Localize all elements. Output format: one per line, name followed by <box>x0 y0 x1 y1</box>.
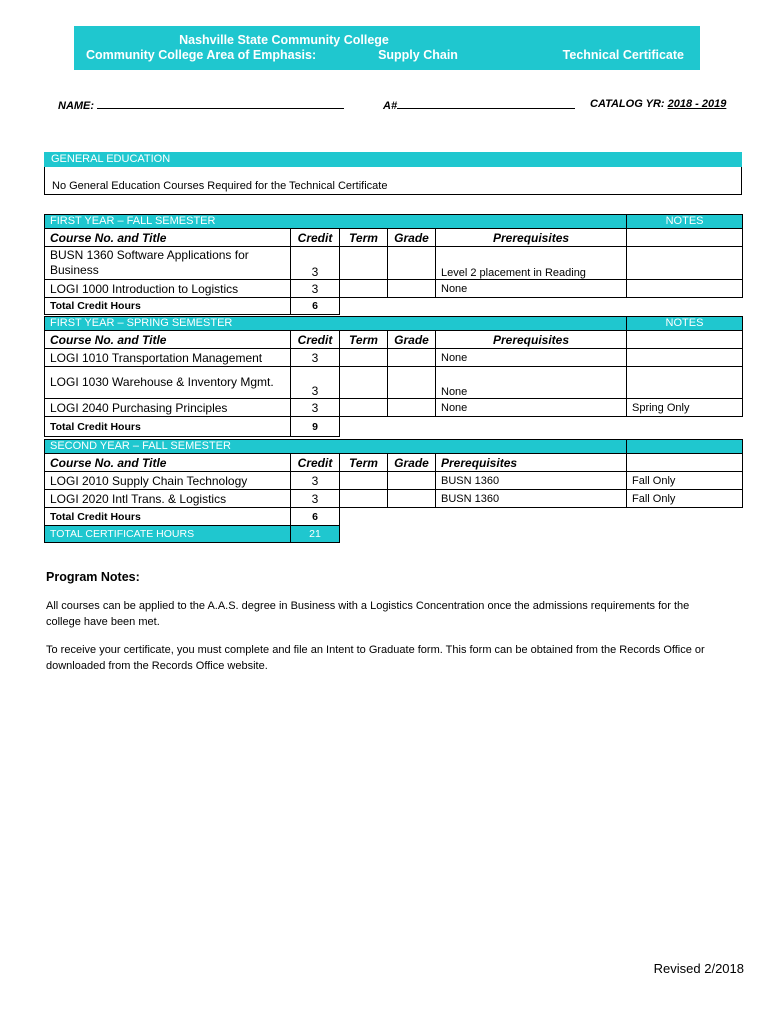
total-label: Total Credit Hours <box>45 508 291 526</box>
semester-title: SECOND YEAR – FALL SEMESTER <box>45 440 627 454</box>
course-row <box>45 490 743 508</box>
semester-table-3 <box>44 439 743 543</box>
area-of-emphasis-value: Supply Chain <box>378 48 458 62</box>
a-number-label: A# <box>383 100 398 112</box>
grade-cell[interactable] <box>388 399 436 417</box>
course-credit: 3 <box>291 247 340 280</box>
col-credit: Credit <box>291 454 340 472</box>
course-row <box>45 472 743 490</box>
col-notes-blank <box>627 331 743 349</box>
col-term: Term <box>340 454 388 472</box>
term-cell[interactable] <box>340 367 388 399</box>
course-prereq: None <box>436 399 627 417</box>
program-note-1: All courses can be applied to the A.A.S. degree in Business with a Logistics Concentration once the admissions requirements for the college have been met. <box>46 600 690 628</box>
col-course: Course No. and Title <box>45 229 291 247</box>
col-term: Term <box>340 229 388 247</box>
term-cell[interactable] <box>340 349 388 367</box>
course-prereq: None <box>436 367 627 399</box>
course-credit: 3 <box>291 399 340 417</box>
col-grade: Grade <box>388 229 436 247</box>
course-title: LOGI 1000 Introduction to Logistics <box>45 280 291 298</box>
col-course: Course No. and Title <box>45 454 291 472</box>
program-note-2: To receive your certificate, you must complete and file an Intent to Graduate form. This form can be obtained from the Records Office or downloaded from the Records Office website. <box>46 644 705 672</box>
course-prereq: Level 2 placement in Reading <box>436 247 627 280</box>
course-row <box>45 280 743 298</box>
certificate-total-value: 21 <box>291 526 340 543</box>
semester-table-2 <box>44 316 743 437</box>
term-cell[interactable] <box>340 399 388 417</box>
col-notes-blank <box>627 454 743 472</box>
column-headers <box>45 331 743 349</box>
course-notes <box>627 349 743 367</box>
course-row <box>45 349 743 367</box>
col-term: Term <box>340 331 388 349</box>
certificate-type: Technical Certificate <box>562 48 684 62</box>
course-credit: 3 <box>291 349 340 367</box>
general-education-header <box>44 152 742 167</box>
col-credit: Credit <box>291 331 340 349</box>
general-education-text: No General Education Courses Required for the Technical Certificate <box>52 180 388 192</box>
certificate-total-row <box>45 526 743 543</box>
a-number-field[interactable] <box>383 98 575 112</box>
course-prereq: None <box>436 349 627 367</box>
col-course: Course No. and Title <box>45 331 291 349</box>
course-credit: 3 <box>291 280 340 298</box>
course-prereq: None <box>436 280 627 298</box>
total-row <box>45 417 743 437</box>
grade-cell[interactable] <box>388 367 436 399</box>
course-row <box>45 247 743 280</box>
total-value: 6 <box>291 298 340 315</box>
semester-header <box>45 317 743 331</box>
catalog-year <box>590 98 726 110</box>
catalog-label: CATALOG YR: <box>590 98 665 110</box>
course-title: LOGI 1030 Warehouse & Inventory Mgmt. <box>45 367 291 399</box>
total-value: 9 <box>291 417 340 437</box>
semester-header <box>45 215 743 229</box>
course-prereq: BUSN 1360 <box>436 472 627 490</box>
course-credit: 3 <box>291 490 340 508</box>
notes-header: NOTES <box>627 317 743 331</box>
header-banner <box>74 26 700 70</box>
course-notes: Spring Only <box>627 399 743 417</box>
col-prereq: Prerequisites <box>436 331 627 349</box>
general-education-body <box>44 167 742 195</box>
total-row <box>45 508 743 526</box>
total-row <box>45 298 743 315</box>
column-headers <box>45 229 743 247</box>
col-notes-blank <box>627 229 743 247</box>
col-prereq: Prerequisites <box>436 229 627 247</box>
col-grade: Grade <box>388 454 436 472</box>
course-notes: Fall Only <box>627 472 743 490</box>
course-title: LOGI 2010 Supply Chain Technology <box>45 472 291 490</box>
college-name: Nashville State Community College <box>179 33 389 47</box>
name-blank[interactable] <box>97 98 344 109</box>
total-value: 6 <box>291 508 340 526</box>
course-row <box>45 367 743 399</box>
a-number-blank[interactable] <box>397 98 575 109</box>
grade-cell[interactable] <box>388 472 436 490</box>
course-title: LOGI 2020 Intl Trans. & Logistics <box>45 490 291 508</box>
course-notes <box>627 280 743 298</box>
col-prereq: Prerequisites <box>436 454 627 472</box>
total-label: Total Credit Hours <box>45 298 291 315</box>
catalog-value: 2018 - 2019 <box>667 98 727 110</box>
name-field[interactable] <box>58 98 344 112</box>
area-of-emphasis-label: Community College Area of Emphasis: <box>86 48 317 62</box>
term-cell[interactable] <box>340 247 388 280</box>
term-cell[interactable] <box>340 490 388 508</box>
col-grade: Grade <box>388 331 436 349</box>
course-notes: Fall Only <box>627 490 743 508</box>
certificate-total-label: TOTAL CERTIFICATE HOURS <box>45 526 291 543</box>
column-headers <box>45 454 743 472</box>
grade-cell[interactable] <box>388 490 436 508</box>
general-education-title: GENERAL EDUCATION <box>51 153 171 165</box>
program-notes-title: Program Notes: <box>46 570 140 584</box>
grade-cell[interactable] <box>388 280 436 298</box>
course-title: LOGI 1010 Transportation Management <box>45 349 291 367</box>
semester-header <box>45 440 743 454</box>
term-cell[interactable] <box>340 280 388 298</box>
grade-cell[interactable] <box>388 349 436 367</box>
term-cell[interactable] <box>340 472 388 490</box>
semester-table-1 <box>44 214 743 315</box>
course-credit: 3 <box>291 367 340 399</box>
semester-title: FIRST YEAR – FALL SEMESTER <box>45 215 627 229</box>
revision-date: Revised 2/2018 <box>653 961 744 976</box>
course-credit: 3 <box>291 472 340 490</box>
col-credit: Credit <box>291 229 340 247</box>
semester-title: FIRST YEAR – SPRING SEMESTER <box>45 317 627 331</box>
total-label: Total Credit Hours <box>45 417 291 437</box>
course-notes <box>627 367 743 399</box>
course-notes <box>627 247 743 280</box>
notes-header-blank <box>627 440 743 454</box>
course-title: LOGI 2040 Purchasing Principles <box>45 399 291 417</box>
grade-cell[interactable] <box>388 247 436 280</box>
course-row <box>45 399 743 417</box>
course-prereq: BUSN 1360 <box>436 490 627 508</box>
course-title: BUSN 1360 Software Applications for Business <box>45 247 291 280</box>
notes-header: NOTES <box>627 215 743 229</box>
name-label: NAME: <box>58 100 95 112</box>
